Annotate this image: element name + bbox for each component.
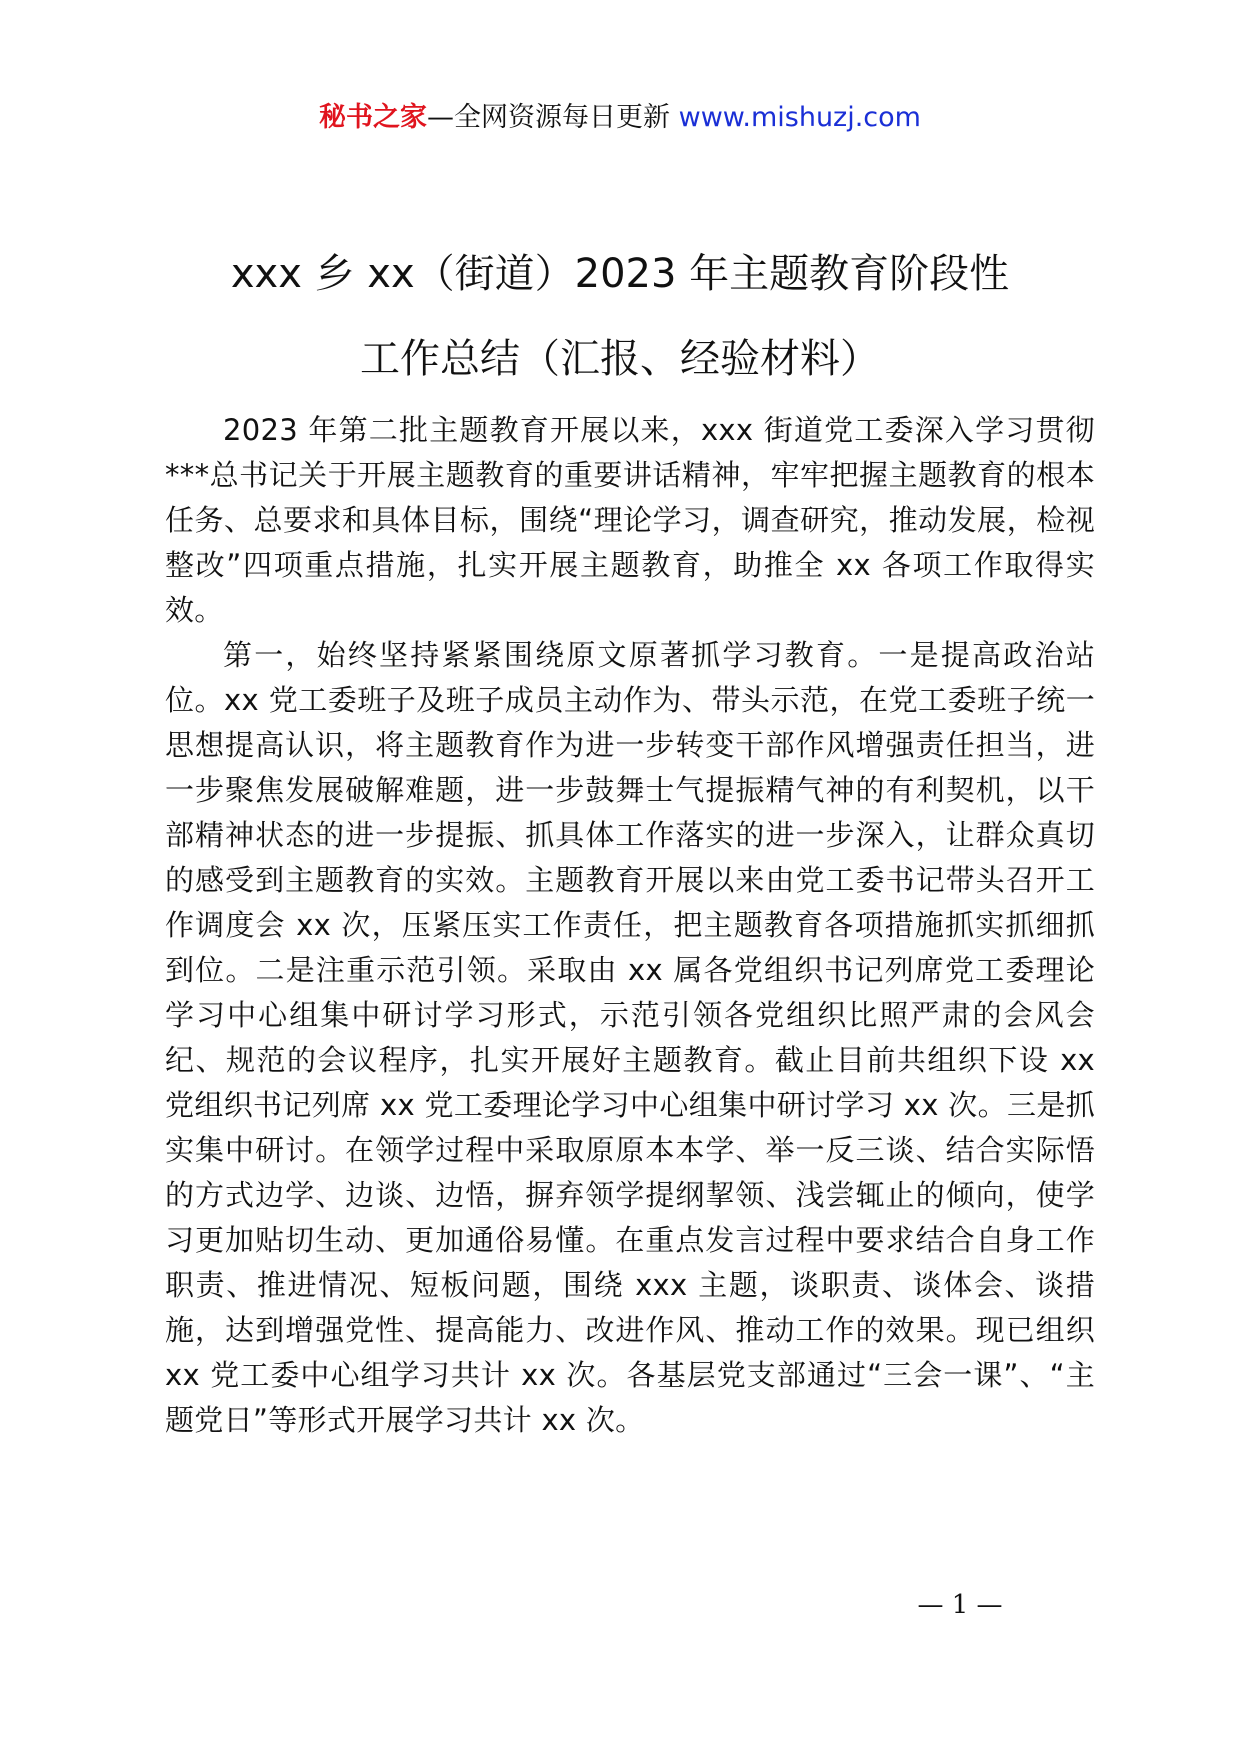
header-slogan: —全网资源每日更新 xyxy=(427,102,679,133)
page-header xyxy=(0,98,1240,138)
page-number: — 1 — xyxy=(917,1590,1003,1620)
document-body xyxy=(165,408,1095,1443)
document-title-line-1: xxx 乡 xx（街道）2023 年主题教育阶段性 xyxy=(230,251,1010,297)
paragraph-first-section: 第一，始终坚持紧紧围绕原文原著抓学习教育。一是提高政治站位。xx 党工委班子及班子成员主动作为、带头示范，在党工委班子统一思想提高认识，将主题教育作为进一步转变干部作风增强责任担当，进一步聚焦发展破解难题，进一步鼓舞士气提振精气神的有利契机，以干部精神状态的进一步提振、抓具体工作落实的进一步深入，让群众真切的感受到主题教育的实效。主题教育开展以来由党工委书记带头召开工作调度会 xx 次，压紧压实工作责任，把主题教育各项措施抓实抓细抓到位。二是注重示范引领。采取由 xx 属各党组织书记列席党工委理论学习中心组集中研讨学习形式，示范引领各党组织比照严肃的会风会纪、规范的会议程序，扎实开展好主题教育。截止目前共组织下设 xx 党组织书记列席 xx 党工委理论学习中心组集中研讨学习 xx 次。三是抓实集中研讨。在领学过程中采取原原本本学、举一反三谈、结合实际悟的方式边学、边谈、边悟，摒弃领学提纲挈领、浅尝辄止的倾向，使学习更加贴切生动、更加通俗易懂。在重点发言过程中要求结合自身工作职责、推进情况、短板问题，围绕 xxx 主题，谈职责、谈体会、谈措施，达到增强党性、提高能力、改进作风、推动工作的效果。现已组织 xx 党工委中心组学习共计 xx 次。各基层党支部通过“三会一课”、“主题党日”等形式开展学习共计 xx 次。 xyxy=(165,638,1095,1437)
brand-name: 秘书之家 xyxy=(319,102,428,133)
paragraph-intro: 2023 年第二批主题教育开展以来，xxx 街道党工委深入学习贯彻***总书记关于开展主题教育的重要讲话精神，牢牢把握主题教育的根本任务、总要求和具体目标，围绕“理论学习，调查研究，推动发展，检视整改”四项重点措施，扎实开展主题教育，助推全 xx 各项工作取得实效。 xyxy=(165,413,1095,627)
site-link[interactable]: www.mishuzj.com xyxy=(678,102,921,133)
document-title-line-2: 工作总结（汇报、经验材料） xyxy=(360,336,880,382)
